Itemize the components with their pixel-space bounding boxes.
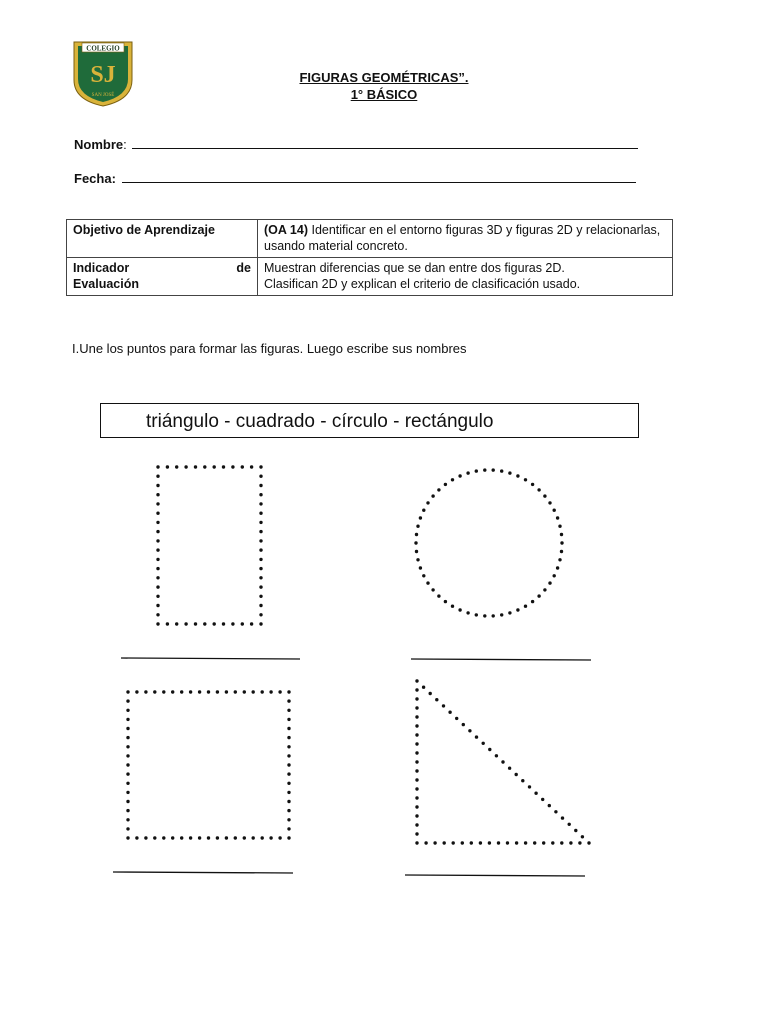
dot xyxy=(560,550,563,553)
dot xyxy=(444,483,447,486)
dot xyxy=(252,836,255,839)
dot xyxy=(568,823,571,826)
dot xyxy=(466,471,469,474)
dot xyxy=(198,836,201,839)
dot xyxy=(556,516,559,519)
dot xyxy=(287,699,290,702)
dot xyxy=(574,829,577,832)
dot xyxy=(207,836,210,839)
dot xyxy=(500,613,503,616)
dot xyxy=(475,613,478,616)
dot xyxy=(287,791,290,794)
dot xyxy=(156,521,159,524)
dot xyxy=(508,611,511,614)
dot xyxy=(437,594,440,597)
dot xyxy=(548,501,551,504)
dot xyxy=(278,690,281,693)
dot xyxy=(287,745,290,748)
dot xyxy=(424,841,427,844)
dot xyxy=(492,614,495,617)
dot xyxy=(126,699,129,702)
dot xyxy=(553,509,556,512)
dot xyxy=(537,488,540,491)
dot xyxy=(189,836,192,839)
dot xyxy=(287,736,290,739)
dot xyxy=(419,516,422,519)
dot xyxy=(500,469,503,472)
dot xyxy=(259,530,262,533)
dot xyxy=(415,769,418,772)
dotted-circle[interactable] xyxy=(414,468,563,617)
dot xyxy=(252,690,255,693)
dot xyxy=(231,622,234,625)
dot xyxy=(135,690,138,693)
dot xyxy=(184,622,187,625)
dot xyxy=(259,558,262,561)
dot xyxy=(162,690,165,693)
dot xyxy=(551,841,554,844)
dot xyxy=(560,541,563,544)
dot xyxy=(508,767,511,770)
dot xyxy=(250,465,253,468)
dot xyxy=(466,611,469,614)
dot xyxy=(126,827,129,830)
dot xyxy=(415,814,418,817)
dot xyxy=(153,690,156,693)
dot xyxy=(541,798,544,801)
dot xyxy=(415,724,418,727)
document-subtitle: 1° BÁSICO xyxy=(350,87,418,102)
dot xyxy=(144,836,147,839)
dot xyxy=(483,468,486,471)
dot xyxy=(475,735,478,738)
dot xyxy=(126,836,129,839)
answer-line-square[interactable] xyxy=(113,872,293,873)
dot xyxy=(556,566,559,569)
dot xyxy=(156,502,159,505)
dot xyxy=(287,836,290,839)
dot xyxy=(470,841,473,844)
dot xyxy=(560,841,563,844)
dot xyxy=(278,836,281,839)
dot xyxy=(287,782,290,785)
dot xyxy=(415,533,418,536)
dot xyxy=(531,600,534,603)
dot xyxy=(166,622,169,625)
dot xyxy=(171,836,174,839)
dot xyxy=(524,841,527,844)
dot xyxy=(184,465,187,468)
dot xyxy=(488,748,491,751)
dot xyxy=(451,605,454,608)
dot xyxy=(492,468,495,471)
dot xyxy=(516,474,519,477)
dot xyxy=(415,796,418,799)
dot xyxy=(156,585,159,588)
objective-header: Objetivo de Aprendizaje xyxy=(67,220,258,258)
dot xyxy=(431,494,434,497)
dot xyxy=(415,760,418,763)
dot xyxy=(156,558,159,561)
dot xyxy=(198,690,201,693)
dot xyxy=(126,745,129,748)
dot xyxy=(533,841,536,844)
dot xyxy=(259,604,262,607)
dotted-rectangle[interactable] xyxy=(156,465,262,625)
dot xyxy=(216,836,219,839)
dot xyxy=(422,509,425,512)
dot xyxy=(548,804,551,807)
dot xyxy=(433,841,436,844)
dot xyxy=(259,622,262,625)
dot xyxy=(207,690,210,693)
dot xyxy=(156,530,159,533)
dot xyxy=(153,836,156,839)
instruction-text: I.Une los puntos para formar las figuras. Luego escribe sus nombres xyxy=(72,341,467,356)
dot xyxy=(269,836,272,839)
dot xyxy=(560,533,563,536)
dot xyxy=(261,836,264,839)
dot xyxy=(135,836,138,839)
dot xyxy=(416,525,419,528)
dot xyxy=(203,465,206,468)
indicator-header-word1: Indicador xyxy=(73,261,130,275)
dot xyxy=(180,690,183,693)
dot xyxy=(144,690,147,693)
dot xyxy=(156,622,159,625)
dot xyxy=(287,809,290,812)
dot xyxy=(524,478,527,481)
dot xyxy=(488,841,491,844)
logo-top-text: COLEGIO xyxy=(86,44,120,53)
dot xyxy=(448,711,451,714)
dot xyxy=(458,608,461,611)
dot xyxy=(259,465,262,468)
dot xyxy=(287,763,290,766)
dot xyxy=(554,810,557,813)
dot xyxy=(126,754,129,757)
dot xyxy=(171,690,174,693)
dot xyxy=(419,566,422,569)
dot xyxy=(426,501,429,504)
dot xyxy=(225,690,228,693)
dot xyxy=(443,841,446,844)
date-label: Fecha: xyxy=(74,171,116,186)
dot xyxy=(259,502,262,505)
indicator-header-word3: Evaluación xyxy=(73,277,139,291)
dot xyxy=(422,686,425,689)
dot xyxy=(126,809,129,812)
dot xyxy=(452,841,455,844)
dotted-triangle[interactable] xyxy=(415,679,590,844)
dot xyxy=(287,718,290,721)
document-title: FIGURAS GEOMÉTRICAS”. xyxy=(299,70,469,85)
dot xyxy=(156,576,159,579)
dot xyxy=(156,484,159,487)
dot xyxy=(234,836,237,839)
dot xyxy=(415,688,418,691)
dot xyxy=(259,521,262,524)
dot xyxy=(126,772,129,775)
dot xyxy=(241,622,244,625)
dot xyxy=(468,729,471,732)
dot xyxy=(259,539,262,542)
dot xyxy=(243,836,246,839)
dot xyxy=(516,608,519,611)
dot xyxy=(444,600,447,603)
dot xyxy=(553,574,556,577)
logo-bottom-text: SAN JOSÉ xyxy=(91,93,115,98)
dot xyxy=(475,469,478,472)
dot xyxy=(156,604,159,607)
dot xyxy=(126,718,129,721)
dot xyxy=(231,465,234,468)
dot xyxy=(126,791,129,794)
dot xyxy=(126,818,129,821)
dot xyxy=(259,585,262,588)
dot xyxy=(175,622,178,625)
dot xyxy=(415,550,418,553)
dot xyxy=(414,541,417,544)
dot xyxy=(259,475,262,478)
dot xyxy=(548,581,551,584)
word-bank: triángulo - cuadrado - círculo - rectángulo xyxy=(100,403,639,438)
dot xyxy=(156,493,159,496)
dot xyxy=(126,763,129,766)
objective-code: (OA 14) xyxy=(264,223,308,237)
dot xyxy=(213,465,216,468)
dot xyxy=(156,539,159,542)
dot xyxy=(482,742,485,745)
name-label: Nombre xyxy=(74,137,124,152)
dot xyxy=(126,709,129,712)
dot xyxy=(416,558,419,561)
dot xyxy=(222,465,225,468)
dot xyxy=(569,841,572,844)
dot xyxy=(287,827,290,830)
dot xyxy=(287,754,290,757)
dot xyxy=(528,785,531,788)
dot xyxy=(495,754,498,757)
dot xyxy=(415,679,418,682)
dot xyxy=(243,690,246,693)
indicator-header-word2: de xyxy=(236,261,251,275)
dot xyxy=(250,622,253,625)
dot xyxy=(156,567,159,570)
dot xyxy=(508,471,511,474)
dot xyxy=(543,494,546,497)
answer-line-rectangle[interactable] xyxy=(121,658,300,659)
dot xyxy=(415,751,418,754)
dot xyxy=(213,622,216,625)
dot xyxy=(259,576,262,579)
dot xyxy=(287,709,290,712)
dot xyxy=(287,690,290,693)
dot xyxy=(234,690,237,693)
dot xyxy=(501,760,504,763)
dot xyxy=(126,690,129,693)
dot xyxy=(287,772,290,775)
dot xyxy=(126,782,129,785)
dot xyxy=(156,475,159,478)
answer-line-triangle[interactable] xyxy=(405,875,585,876)
dot xyxy=(287,800,290,803)
dot xyxy=(521,779,524,782)
dot xyxy=(531,483,534,486)
dot xyxy=(216,690,219,693)
dot xyxy=(415,832,418,835)
dot xyxy=(578,841,581,844)
dot xyxy=(587,841,590,844)
dot xyxy=(581,835,584,838)
dot xyxy=(442,704,445,707)
dot xyxy=(259,493,262,496)
dot xyxy=(189,690,192,693)
dot xyxy=(287,727,290,730)
dot xyxy=(194,622,197,625)
dot xyxy=(156,512,159,515)
dot xyxy=(287,818,290,821)
dot xyxy=(462,723,465,726)
indicator-line-2: Clasifican 2D y explican el criterio de clasificación usado. xyxy=(264,277,581,291)
logo-monogram: SJ xyxy=(90,62,116,88)
dot xyxy=(222,622,225,625)
dot xyxy=(259,567,262,570)
dot xyxy=(259,595,262,598)
dot xyxy=(429,692,432,695)
dotted-square[interactable] xyxy=(126,690,290,839)
dot xyxy=(543,588,546,591)
dot xyxy=(415,733,418,736)
dot xyxy=(451,478,454,481)
dot xyxy=(542,841,545,844)
dot xyxy=(156,465,159,468)
dot xyxy=(415,706,418,709)
dot xyxy=(415,715,418,718)
dot xyxy=(126,736,129,739)
dot xyxy=(415,697,418,700)
dot xyxy=(437,488,440,491)
dot xyxy=(194,465,197,468)
dot xyxy=(175,465,178,468)
dot xyxy=(156,613,159,616)
dot xyxy=(259,613,262,616)
dot xyxy=(458,474,461,477)
dot xyxy=(422,574,425,577)
dot xyxy=(524,605,527,608)
indicator-line-1: Muestran diferencias que se dan entre dos figuras 2D. xyxy=(264,261,565,275)
dot xyxy=(203,622,206,625)
dot xyxy=(126,727,129,730)
dot xyxy=(259,484,262,487)
dot xyxy=(435,698,438,701)
dot xyxy=(479,841,482,844)
dot xyxy=(497,841,500,844)
dot xyxy=(156,595,159,598)
dot xyxy=(515,773,518,776)
dot xyxy=(455,717,458,720)
name-separator: : xyxy=(123,137,127,152)
objective-text: Identificar en el entorno figuras 3D y figuras 2D y relacionarlas, usando material concreto. xyxy=(264,223,661,253)
dot xyxy=(415,823,418,826)
dot xyxy=(431,588,434,591)
dot xyxy=(269,690,272,693)
dot xyxy=(415,841,418,844)
dot xyxy=(506,841,509,844)
dot xyxy=(156,548,159,551)
dot xyxy=(259,512,262,515)
dot xyxy=(426,581,429,584)
dot xyxy=(483,614,486,617)
dot xyxy=(558,558,561,561)
dot xyxy=(241,465,244,468)
dot xyxy=(537,594,540,597)
dot xyxy=(126,800,129,803)
dot xyxy=(415,805,418,808)
dot xyxy=(261,690,264,693)
dot xyxy=(515,841,518,844)
dot xyxy=(415,778,418,781)
dot xyxy=(162,836,165,839)
dot xyxy=(225,836,228,839)
dot xyxy=(259,548,262,551)
answer-line-circle[interactable] xyxy=(411,659,591,660)
dot xyxy=(415,787,418,790)
dot xyxy=(461,841,464,844)
dot xyxy=(558,525,561,528)
dot xyxy=(166,465,169,468)
dot xyxy=(534,792,537,795)
dot xyxy=(180,836,183,839)
dot xyxy=(561,816,564,819)
dot xyxy=(415,742,418,745)
